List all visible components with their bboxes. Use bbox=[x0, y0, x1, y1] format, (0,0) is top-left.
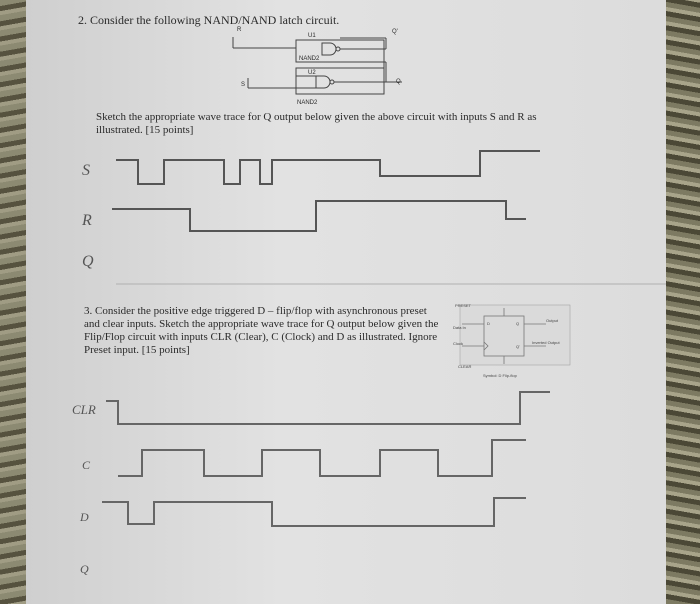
gate2-type: NAND2 bbox=[297, 100, 318, 106]
clear-label: CLEAR bbox=[458, 364, 472, 369]
output-q-label: Q bbox=[396, 79, 401, 85]
output-label: Output bbox=[546, 318, 559, 323]
q2-instructions-line2: illustrated. [15 points] bbox=[96, 124, 194, 136]
q3-waveforms bbox=[26, 0, 666, 604]
gate2-name: U2 bbox=[308, 70, 316, 76]
input-s-label: S bbox=[241, 82, 246, 88]
input-r-label: R bbox=[237, 27, 242, 33]
data-in-label: Data In bbox=[453, 325, 466, 330]
q2-title: 2. Consider the following NAND/NAND latch circuit. bbox=[78, 13, 340, 27]
q3-instructions: 3. Consider the positive edge triggered D – flip/flop with asynchronous preset and clear inputs. Sketch the appropriate wave trace for Q output below given the Flip/Flop circuit with inputs CLR (Clear), C (Clock) and D as illustrated. Ignore Preset input. [15 points] bbox=[84, 305, 439, 356]
output-qbar-label: Q' bbox=[392, 29, 398, 35]
background-right-edge bbox=[666, 0, 700, 604]
worksheet-page bbox=[26, 0, 666, 604]
inverted-output-label: Inverted Output bbox=[532, 340, 560, 345]
gate1-type: NAND2 bbox=[299, 56, 320, 62]
background-left-edge bbox=[0, 0, 26, 604]
q2-instructions-line1: Sketch the appropriate wave trace for Q output below given the above circuit with inputs S and R as bbox=[96, 111, 537, 123]
signal-q3-label: Q bbox=[80, 562, 89, 576]
signal-q-label: Q bbox=[82, 253, 94, 270]
c-waveform bbox=[118, 440, 526, 476]
signal-d-label: D bbox=[80, 510, 89, 524]
signal-r-label: R bbox=[82, 212, 92, 229]
d-waveform bbox=[102, 498, 526, 526]
signal-clr-label: CLR bbox=[72, 402, 96, 417]
clr-waveform bbox=[106, 392, 550, 424]
preset-label: PRESET bbox=[455, 303, 472, 308]
signal-s-label: S bbox=[82, 162, 90, 179]
qbar-pin-label: Q' bbox=[516, 344, 520, 349]
clock-label: Clock bbox=[453, 341, 464, 346]
d-pin-label: D bbox=[487, 321, 490, 326]
q-pin-label: Q bbox=[516, 321, 520, 326]
gate1-name: U1 bbox=[308, 33, 316, 39]
signal-c-label: C bbox=[82, 458, 91, 472]
symbol-caption: Symbol: D Flip-flop bbox=[483, 373, 517, 378]
